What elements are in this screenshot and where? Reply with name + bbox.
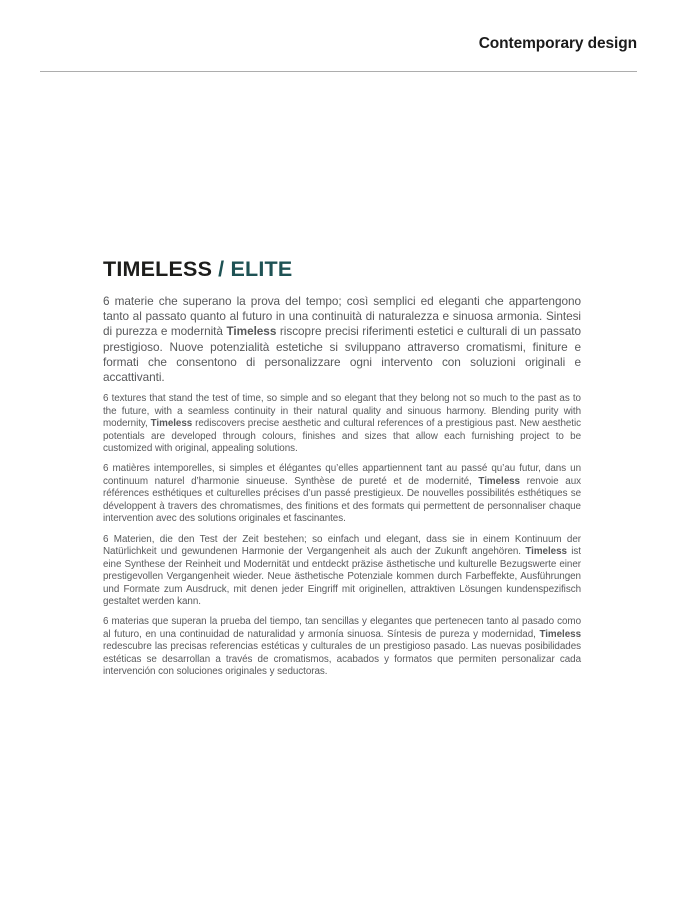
section-title [103, 256, 581, 283]
brand-name-bold: Timeless [478, 475, 520, 487]
page-header [40, 33, 637, 54]
paragraph-french [103, 463, 581, 525]
paragraph-italian [103, 294, 581, 385]
paragraph-english [103, 393, 581, 455]
paragraph-german [103, 534, 581, 609]
content-column [103, 256, 581, 679]
paragraph-text-after: rediscovers precise aesthetic and cultural references of a prestigious past. New aesthetic potentials are developed through colours, finishes and sizes that allow each furnishing project to be customized with original, appealing solutions. [103, 418, 581, 455]
paragraph-text-before: 6 materie che superano la prova del tempo; così semplici ed eleganti che appartengono tanto al passato quanto al futuro in una continuità di naturalezza e sinuosa armonia. Sintesi di purezza e modernità [103, 294, 581, 339]
section-title-primary: TIMELESS [103, 257, 213, 281]
paragraph-text-after: redescubre las precisas referencias estéticas y culturales de un prestigioso pasado. Las nuevas posibilidades estéticas se desarrollan a través de cromatismos, acabados y formatos que permiten personalizar cada intervención con soluciones originales y seductoras. [103, 641, 581, 678]
paragraph-text-before: 6 Materien, die den Test der Zeit bestehen; so einfach und elegant, dass sie in einem Kontinuum der Natürlichkeit und gewundenen Harmonie der Vergangenheit als auch der Zukunft angehören. [103, 533, 581, 558]
paragraph-text-after: ist eine Synthese der Reinheit und Modernität und entdeckt präzise ästhetische und kulturelle Bezugswerte einer prestigevollen Vergangenheit wieder. Neue ästhetische Potenziale kommen durch Farbeffekte, Ausführungen und Formate zum Ausdruck, mit denen jeder Eingriff mit originellen, attraktiven Lösungen kundenspezifisch gestaltet werden kann. [103, 546, 581, 608]
brand-name-bold: Timeless [525, 546, 567, 558]
header-rule [40, 71, 637, 72]
paragraph-spanish [103, 616, 581, 678]
paragraph-text-before: 6 matières intemporelles, si simples et élégantes qu’elles appartiennent tant au passé qu’au futur, dans un continuum naturel d’harmonie sinueuse. Synthèse de pureté et de modernité, [103, 463, 581, 487]
page-header-title: Contemporary design [478, 35, 637, 52]
brand-name-bold: Timeless [150, 418, 193, 430]
brand-name-bold: Timeless [226, 324, 277, 339]
paragraph-text-after: renvoie aux références esthétiques et culturelles précises d’un passé prestigieux. De nouvelles possibilités esthétiques se développent à travers des chromatismes, des finitions et des formats qui permettent de personnaliser chaque intervention avec des solutions originales et fascinantes. [103, 475, 581, 525]
section-title-accent: / ELITE [218, 257, 293, 281]
paragraph-text-before: 6 materias que superan la prueba del tiempo, tan sencillas y elegantes que pertenecen tanto al pasado como al futuro, en una continuidad de naturalidad y armonía sinuosa. Síntesis de pureza y modernidad, [103, 616, 581, 640]
paragraph-text-after: riscopre precisi riferimenti estetici e culturali di un passato prestigioso. Nuove potenzialità estetiche si sviluppano attraverso cromatismi, finiture e formati che consentono di personalizzare ogni intervento con soluzioni originali e accattivanti. [103, 324, 581, 385]
brand-name-bold: Timeless [539, 628, 581, 640]
paragraph-text-before: 6 textures that stand the test of time, so simple and so elegant that they belong not so much to the past as to the future, with a seamless continuity in their natural quality and sinuous harmony. Blending purity with modernity, [103, 393, 581, 430]
